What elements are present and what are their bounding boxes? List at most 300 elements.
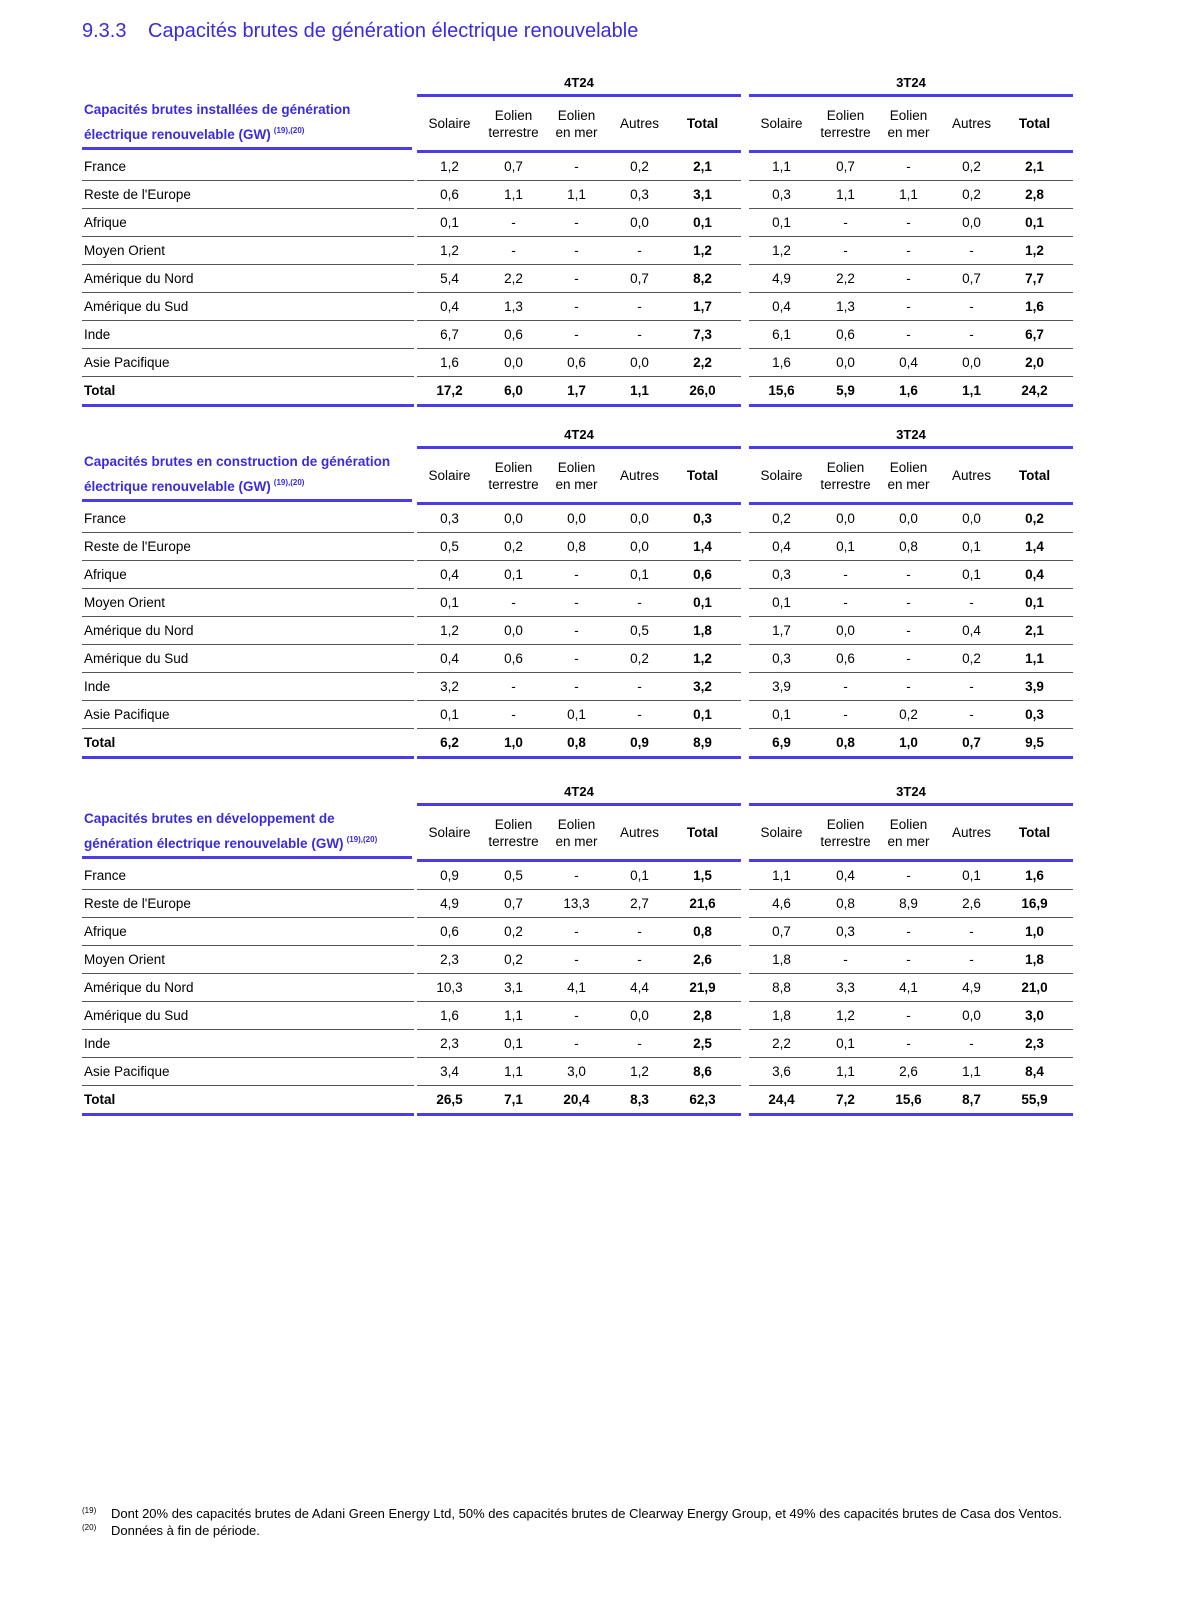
value-cell: 1,2 — [440, 623, 459, 638]
value-cell: - — [637, 952, 642, 967]
value-cell: - — [637, 327, 642, 342]
row-values-q4 — [417, 617, 741, 645]
row-values-q4 — [417, 974, 741, 1002]
value-cell: 0,6 — [440, 187, 459, 202]
value-cell: - — [969, 679, 974, 694]
table-row — [82, 890, 1076, 918]
value-cell: 0,0 — [504, 355, 523, 370]
value-cell: 6,1 — [772, 327, 791, 342]
value-cell: 2,2 — [772, 1036, 791, 1051]
table-header — [82, 97, 1076, 153]
column-header — [1002, 806, 1067, 859]
value-cell: 0,1 — [772, 215, 791, 230]
value-cell: 6,0 — [504, 383, 523, 398]
row-label: Afrique — [82, 561, 414, 589]
column-headers — [749, 97, 1073, 153]
column-header — [607, 449, 672, 502]
row-label: Inde — [82, 321, 414, 349]
column-header-line1: Autres — [619, 468, 660, 483]
value-cell: 1,6 — [1025, 299, 1044, 314]
value-cell: 1,2 — [693, 243, 712, 258]
section-number: 9.3.3 — [82, 20, 127, 42]
value-cell: 1,4 — [693, 539, 712, 554]
row-values-q3 — [749, 918, 1073, 946]
value-cell: - — [637, 707, 642, 722]
value-cell: 4,4 — [630, 980, 649, 995]
row-values-q4 — [417, 1030, 741, 1058]
value-cell: 0,7 — [962, 271, 981, 286]
row-label: Afrique — [82, 209, 414, 237]
column-header-line1: Autres — [619, 825, 660, 840]
value-cell: - — [906, 1008, 911, 1023]
column-header — [749, 806, 814, 859]
value-cell: - — [574, 327, 579, 342]
value-cell: 1,4 — [1025, 539, 1044, 554]
row-label: Amérique du Sud — [82, 293, 414, 321]
column-headers — [417, 806, 741, 862]
column-header-line2: en mer — [555, 124, 598, 140]
column-header — [813, 806, 878, 859]
value-cell: 0,0 — [836, 355, 855, 370]
value-cell: 2,3 — [440, 1036, 459, 1051]
value-cell: 1,2 — [693, 651, 712, 666]
value-cell: 0,3 — [693, 511, 712, 526]
column-header-line1: Solaire — [760, 116, 803, 131]
value-cell: 0,1 — [962, 567, 981, 582]
value-cell: - — [843, 952, 848, 967]
column-header-line1: Autres — [619, 116, 660, 131]
row-values-q3 — [749, 974, 1073, 1002]
row-values-q4 — [417, 349, 741, 377]
table-row — [82, 237, 1076, 265]
table-row — [82, 617, 1076, 645]
row-values-q3 — [749, 645, 1073, 673]
value-cell: 0,0 — [962, 215, 981, 230]
value-cell: 24,2 — [1021, 383, 1048, 398]
value-cell: - — [843, 567, 848, 582]
value-cell: 0,8 — [567, 539, 586, 554]
value-cell: 0,3 — [440, 511, 459, 526]
column-header — [939, 449, 1004, 502]
value-cell: 0,3 — [772, 567, 791, 582]
column-header-line2: en mer — [887, 476, 930, 492]
value-cell: 0,1 — [567, 707, 586, 722]
value-cell: 20,4 — [563, 1092, 590, 1107]
column-header-line1: Eolien — [557, 107, 596, 123]
value-cell: 2,6 — [693, 952, 712, 967]
value-cell: 26,5 — [436, 1092, 463, 1107]
row-values-q4 — [417, 181, 741, 209]
value-cell: 0,1 — [836, 1036, 855, 1051]
value-cell: 0,7 — [836, 159, 855, 174]
value-cell: 1,2 — [630, 1064, 649, 1079]
value-cell: - — [969, 952, 974, 967]
value-cell: 0,5 — [504, 868, 523, 883]
value-cell: 1,6 — [1025, 868, 1044, 883]
column-header-line1: Eolien — [826, 816, 865, 832]
row-label: Inde — [82, 1030, 414, 1058]
row-values-q3 — [749, 1002, 1073, 1030]
value-cell: 0,7 — [962, 735, 981, 750]
value-cell: 0,1 — [772, 595, 791, 610]
value-cell: 0,0 — [630, 355, 649, 370]
footnotes — [82, 1506, 1076, 1540]
row-label: Asie Pacifique — [82, 1058, 414, 1086]
value-cell: 4,6 — [772, 896, 791, 911]
row-values-q3 — [749, 153, 1073, 181]
table-title-line2: électrique renouvelable (GW) — [84, 127, 271, 142]
value-cell: 8,9 — [693, 735, 712, 750]
value-cell: 1,1 — [504, 187, 523, 202]
value-cell: 3,1 — [693, 187, 712, 202]
table-title-text — [84, 99, 350, 145]
period-header: 3T24 — [749, 70, 1073, 97]
row-label: Asie Pacifique — [82, 349, 414, 377]
column-header-line1: Total — [1018, 468, 1051, 483]
value-cell: 0,6 — [836, 651, 855, 666]
value-cell: - — [637, 595, 642, 610]
period-header: 4T24 — [417, 422, 741, 449]
column-header — [749, 449, 814, 502]
value-cell: 1,7 — [772, 623, 791, 638]
row-values-q4 — [417, 153, 741, 181]
value-cell: 4,1 — [567, 980, 586, 995]
row-label: Inde — [82, 673, 414, 701]
footnote-20 — [82, 1523, 1076, 1539]
value-cell: 5,4 — [440, 271, 459, 286]
value-cell: 55,9 — [1021, 1092, 1048, 1107]
value-cell: 0,2 — [504, 952, 523, 967]
value-cell: 21,0 — [1021, 980, 1048, 995]
value-cell: 2,0 — [1025, 355, 1044, 370]
column-header — [670, 806, 735, 859]
value-cell: 0,4 — [772, 539, 791, 554]
row-values-q4 — [417, 505, 741, 533]
value-cell: 1,1 — [836, 1064, 855, 1079]
value-cell: - — [511, 707, 516, 722]
value-cell: 0,8 — [567, 735, 586, 750]
value-cell: - — [511, 595, 516, 610]
table-row — [82, 153, 1076, 181]
column-header-line2: en mer — [555, 833, 598, 849]
value-cell: - — [906, 595, 911, 610]
value-cell: 1,0 — [899, 735, 918, 750]
value-cell: 7,7 — [1025, 271, 1044, 286]
row-values-q4 — [417, 701, 741, 729]
table-row — [82, 673, 1076, 701]
column-header — [813, 97, 878, 150]
value-cell: 8,4 — [1025, 1064, 1044, 1079]
value-cell: 0,1 — [962, 868, 981, 883]
value-cell: 0,3 — [1025, 707, 1044, 722]
period-header: 4T24 — [417, 779, 741, 806]
row-label: Asie Pacifique — [82, 701, 414, 729]
column-header — [670, 449, 735, 502]
footnote-ref: (19) — [82, 1506, 97, 1515]
row-values-q4 — [417, 729, 741, 759]
value-cell: 1,1 — [772, 868, 791, 883]
row-values-q3 — [749, 890, 1073, 918]
period-header: 3T24 — [749, 779, 1073, 806]
value-cell: 1,1 — [630, 383, 649, 398]
value-cell: 7,1 — [504, 1092, 523, 1107]
value-cell: 0,2 — [962, 651, 981, 666]
column-header-line1: Solaire — [760, 468, 803, 483]
row-values-q4 — [417, 673, 741, 701]
value-cell: 1,8 — [1025, 952, 1044, 967]
value-cell: - — [843, 243, 848, 258]
row-values-q3 — [749, 561, 1073, 589]
table-title-refs: (19),(20) — [273, 478, 305, 487]
value-cell: 21,6 — [689, 896, 716, 911]
column-header-line1: Eolien — [557, 816, 596, 832]
column-header-line2: terrestre — [488, 476, 539, 492]
value-cell: 1,1 — [962, 383, 981, 398]
value-cell: 0,2 — [962, 187, 981, 202]
value-cell: 2,8 — [693, 1008, 712, 1023]
value-cell: 1,1 — [504, 1064, 523, 1079]
value-cell: 0,6 — [567, 355, 586, 370]
row-label: Total — [82, 377, 414, 407]
row-values-q4 — [417, 237, 741, 265]
column-header — [876, 806, 941, 859]
table-title — [82, 97, 412, 150]
value-cell: 0,1 — [772, 707, 791, 722]
column-header-line2: en mer — [555, 476, 598, 492]
value-cell: 0,3 — [772, 651, 791, 666]
table-row — [82, 589, 1076, 617]
table-title-line1: Capacités brutes en construction de génération — [84, 454, 391, 469]
column-header-line1: Eolien — [494, 816, 533, 832]
column-header-line1: Eolien — [494, 107, 533, 123]
value-cell: - — [969, 299, 974, 314]
table-body — [82, 862, 1076, 1114]
value-cell: 3,0 — [567, 1064, 586, 1079]
column-header — [481, 97, 546, 150]
value-cell: - — [574, 1008, 579, 1023]
value-cell: - — [511, 243, 516, 258]
column-headers — [417, 449, 741, 505]
value-cell: - — [511, 215, 516, 230]
table-row — [82, 645, 1076, 673]
column-header — [544, 806, 609, 859]
value-cell: 1,0 — [504, 735, 523, 750]
table-section — [82, 422, 1076, 762]
value-cell: - — [574, 243, 579, 258]
value-cell: 6,7 — [440, 327, 459, 342]
row-values-q3 — [749, 862, 1073, 890]
period-header: 3T24 — [749, 422, 1073, 449]
table-title — [82, 449, 412, 502]
column-header — [939, 97, 1004, 150]
value-cell: 9,5 — [1025, 735, 1044, 750]
column-header-line1: Autres — [951, 468, 992, 483]
value-cell: 62,3 — [689, 1092, 716, 1107]
value-cell: 6,7 — [1025, 327, 1044, 342]
row-label: Total — [82, 1086, 414, 1116]
row-label: Moyen Orient — [82, 589, 414, 617]
value-cell: 2,3 — [1025, 1036, 1044, 1051]
value-cell: 6,9 — [772, 735, 791, 750]
value-cell: 3,0 — [1025, 1008, 1044, 1023]
value-cell: 2,8 — [1025, 187, 1044, 202]
value-cell: 21,9 — [689, 980, 716, 995]
row-label: Reste de l'Europe — [82, 890, 414, 918]
row-label: Reste de l'Europe — [82, 181, 414, 209]
column-header — [876, 97, 941, 150]
row-values-q3 — [749, 701, 1073, 729]
row-values-q3 — [749, 1058, 1073, 1086]
value-cell: - — [906, 299, 911, 314]
footnote-text: Dont 20% des capacités brutes de Adani Green Energy Ltd, 50% des capacités brutes de Clearway Energy Group, et 49% des capacités brutes de Casa dos Ventos. — [111, 1506, 1063, 1521]
value-cell: 0,9 — [440, 868, 459, 883]
row-label: Afrique — [82, 918, 414, 946]
value-cell: 0,0 — [962, 511, 981, 526]
value-cell: 0,4 — [440, 299, 459, 314]
row-label: Amérique du Nord — [82, 265, 414, 293]
value-cell: 24,4 — [768, 1092, 795, 1107]
column-header-line1: Solaire — [428, 116, 471, 131]
value-cell: 3,2 — [693, 679, 712, 694]
value-cell: 0,0 — [504, 623, 523, 638]
value-cell: 1,6 — [440, 355, 459, 370]
column-header-line2: terrestre — [820, 476, 871, 492]
value-cell: 0,1 — [630, 567, 649, 582]
row-values-q3 — [749, 321, 1073, 349]
column-header-line2: en mer — [887, 124, 930, 140]
row-values-q4 — [417, 918, 741, 946]
value-cell: 3,9 — [1025, 679, 1044, 694]
row-values-q4 — [417, 946, 741, 974]
value-cell: 5,9 — [836, 383, 855, 398]
table-row — [82, 349, 1076, 377]
value-cell: 0,7 — [504, 896, 523, 911]
value-cell: 0,6 — [836, 327, 855, 342]
table-row — [82, 293, 1076, 321]
total-row — [82, 729, 1076, 757]
value-cell: 0,9 — [630, 735, 649, 750]
table-header — [82, 449, 1076, 505]
value-cell: 0,6 — [693, 567, 712, 582]
row-label: France — [82, 153, 414, 181]
table-row — [82, 505, 1076, 533]
row-values-q4 — [417, 293, 741, 321]
value-cell: 0,1 — [630, 868, 649, 883]
row-label: Amérique du Sud — [82, 645, 414, 673]
value-cell: - — [637, 299, 642, 314]
value-cell: 6,2 — [440, 735, 459, 750]
total-row — [82, 1086, 1076, 1114]
value-cell: 0,4 — [962, 623, 981, 638]
value-cell: - — [906, 215, 911, 230]
value-cell: 0,2 — [962, 159, 981, 174]
value-cell: 13,3 — [563, 896, 590, 911]
row-values-q3 — [749, 533, 1073, 561]
value-cell: 7,3 — [693, 327, 712, 342]
column-header — [607, 97, 672, 150]
column-header-line1: Solaire — [428, 468, 471, 483]
row-label: France — [82, 862, 414, 890]
row-values-q3 — [749, 377, 1073, 407]
column-header-line1: Solaire — [760, 825, 803, 840]
row-values-q4 — [417, 589, 741, 617]
column-headers — [749, 449, 1073, 505]
value-cell: 1,0 — [1025, 924, 1044, 939]
row-values-q4 — [417, 862, 741, 890]
value-cell: 1,2 — [772, 243, 791, 258]
value-cell: 1,3 — [504, 299, 523, 314]
value-cell: 0,7 — [504, 159, 523, 174]
column-header-line1: Solaire — [428, 825, 471, 840]
value-cell: 0,3 — [836, 924, 855, 939]
value-cell: - — [574, 159, 579, 174]
table-row — [82, 181, 1076, 209]
value-cell: 2,1 — [1025, 623, 1044, 638]
value-cell: 0,1 — [504, 567, 523, 582]
row-values-q4 — [417, 1002, 741, 1030]
section-title: Capacités brutes de génération électrique renouvelable — [148, 20, 639, 42]
table-title — [82, 806, 412, 859]
table-row — [82, 209, 1076, 237]
value-cell: 0,2 — [504, 539, 523, 554]
column-header-line1: Eolien — [557, 459, 596, 475]
value-cell: 0,1 — [440, 215, 459, 230]
value-cell: - — [843, 707, 848, 722]
column-header-line1: Eolien — [889, 107, 928, 123]
value-cell: 3,4 — [440, 1064, 459, 1079]
value-cell: 0,0 — [962, 1008, 981, 1023]
value-cell: - — [843, 215, 848, 230]
value-cell: 17,2 — [436, 383, 463, 398]
row-values-q4 — [417, 321, 741, 349]
value-cell: 1,1 — [772, 159, 791, 174]
row-label: Amérique du Sud — [82, 1002, 414, 1030]
value-cell: 0,3 — [630, 187, 649, 202]
row-values-q4 — [417, 561, 741, 589]
value-cell: - — [574, 623, 579, 638]
column-header-line1: Total — [686, 825, 719, 840]
total-row — [82, 377, 1076, 405]
value-cell: - — [906, 651, 911, 666]
value-cell: 0,5 — [440, 539, 459, 554]
row-values-q3 — [749, 1086, 1073, 1116]
value-cell: 0,8 — [836, 735, 855, 750]
value-cell: 4,9 — [772, 271, 791, 286]
value-cell: 0,2 — [630, 159, 649, 174]
value-cell: 0,1 — [962, 539, 981, 554]
value-cell: 3,3 — [836, 980, 855, 995]
value-cell: 0,0 — [567, 511, 586, 526]
value-cell: - — [574, 299, 579, 314]
column-header — [481, 449, 546, 502]
value-cell: 15,6 — [768, 383, 795, 398]
column-header — [1002, 97, 1067, 150]
value-cell: - — [574, 868, 579, 883]
value-cell: 0,1 — [1025, 595, 1044, 610]
column-header — [670, 97, 735, 150]
page-title — [82, 20, 638, 43]
table-title-line1: Capacités brutes en développement de — [84, 811, 335, 826]
column-header-line1: Autres — [951, 116, 992, 131]
row-label: Amérique du Nord — [82, 974, 414, 1002]
value-cell: - — [637, 679, 642, 694]
value-cell: 3,9 — [772, 679, 791, 694]
value-cell: 1,2 — [1025, 243, 1044, 258]
value-cell: 3,1 — [504, 980, 523, 995]
value-cell: 0,1 — [693, 215, 712, 230]
row-values-q3 — [749, 589, 1073, 617]
value-cell: 2,3 — [440, 952, 459, 967]
